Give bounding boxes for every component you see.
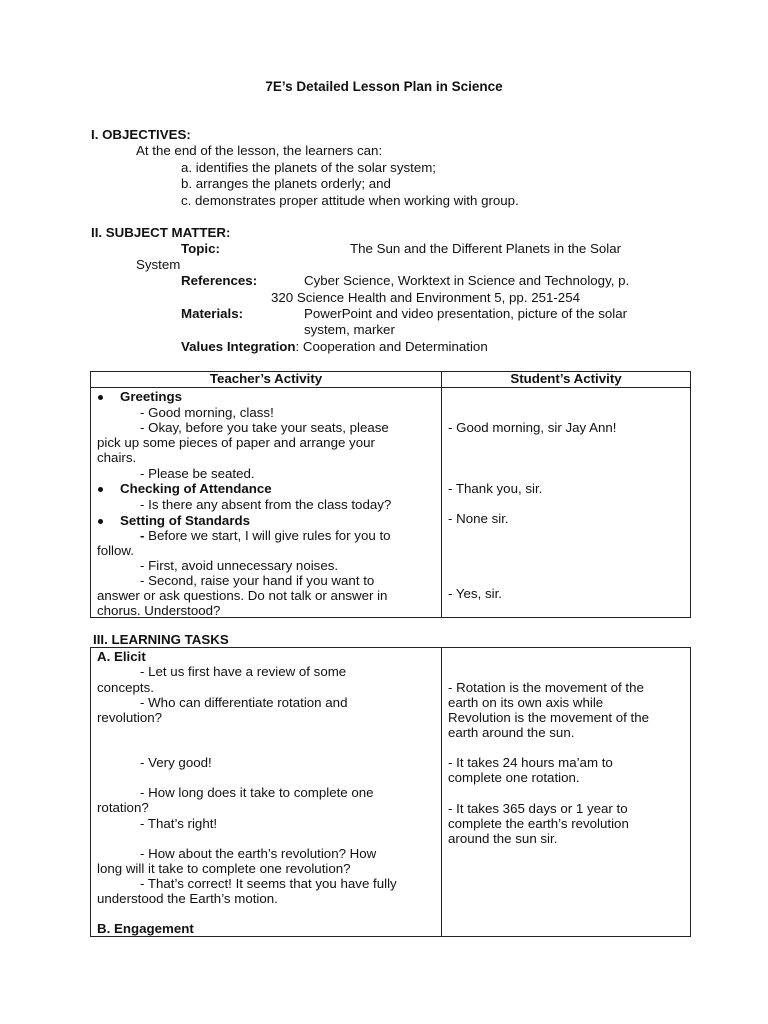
teacher-line: chorus. Understood? bbox=[97, 603, 221, 618]
teacher-line: - How about the earth’s revolution? How bbox=[140, 846, 377, 861]
attendance-heading: Checking of Attendance bbox=[120, 481, 272, 496]
engagement-heading: B. Engagement bbox=[97, 921, 194, 936]
values-label: Values Integration bbox=[181, 339, 296, 354]
student-line: - Thank you, sir. bbox=[448, 481, 543, 496]
objective-item: a. identifies the planets of the solar system; bbox=[181, 160, 436, 175]
teacher-line bbox=[140, 528, 391, 543]
page-title: 7E’s Detailed Lesson Plan in Science bbox=[265, 79, 503, 94]
activity-table bbox=[90, 371, 691, 618]
references-value-cont: 320 Science Health and Environment 5, pp. 251-254 bbox=[271, 290, 580, 305]
objectives-intro: At the end of the lesson, the learners can: bbox=[136, 143, 383, 158]
bullet-icon bbox=[98, 487, 103, 492]
student-activity-header: Student’s Activity bbox=[442, 372, 691, 388]
topic-value-cont: System bbox=[136, 257, 181, 272]
student-line: around the sun sir. bbox=[448, 831, 558, 846]
teacher-line: - That’s right! bbox=[140, 816, 218, 831]
greetings-heading: Greetings bbox=[120, 389, 183, 404]
student-line: - Yes, sir. bbox=[448, 586, 502, 601]
teacher-line: answer or ask questions. Do not talk or answer in bbox=[97, 588, 388, 603]
student-line: earth on its own axis while bbox=[448, 695, 604, 710]
teacher-line: - That’s correct! It seems that you have fully bbox=[140, 876, 397, 891]
teacher-line: - How long does it take to complete one bbox=[140, 785, 374, 800]
teacher-line: - Who can differentiate rotation and bbox=[140, 695, 348, 710]
references-label: References: bbox=[181, 273, 258, 288]
student-line: - Rotation is the movement of the bbox=[448, 680, 644, 695]
teacher-line-text: Before we start, I will give rules for you to bbox=[144, 528, 391, 543]
materials-label: Materials: bbox=[181, 306, 244, 321]
student-line: - It takes 24 hours ma’am to bbox=[448, 755, 613, 770]
student-activity-cell bbox=[442, 388, 691, 618]
bullet-icon bbox=[98, 395, 103, 400]
subject-matter-heading: II. SUBJECT MATTER: bbox=[91, 225, 231, 240]
learning-tasks-heading: III. LEARNING TASKS bbox=[93, 632, 229, 647]
elicit-heading: A. Elicit bbox=[97, 649, 146, 664]
teacher-line: - Let us first have a review of some bbox=[140, 664, 347, 679]
student-line: - Good morning, sir Jay Ann! bbox=[448, 420, 617, 435]
topic-label: Topic: bbox=[181, 241, 220, 256]
objectives-heading: I. OBJECTIVES: bbox=[91, 127, 191, 142]
materials-value-cont: system, marker bbox=[304, 322, 395, 337]
values-value: : Cooperation and Determination bbox=[295, 339, 488, 354]
values-integration bbox=[181, 339, 488, 354]
student-line: Revolution is the movement of the bbox=[448, 710, 650, 725]
standards-heading: Setting of Standards bbox=[120, 513, 251, 528]
learning-tasks-table bbox=[90, 647, 691, 937]
student-line: earth around the sun. bbox=[448, 725, 575, 740]
objective-item: b. arranges the planets orderly; and bbox=[181, 176, 391, 191]
teacher-learning-cell bbox=[91, 648, 442, 937]
references-value: Cyber Science, Worktext in Science and Technology, p. bbox=[304, 273, 630, 288]
teacher-line: - First, avoid unnecessary noises. bbox=[140, 558, 339, 573]
student-line: complete one rotation. bbox=[448, 770, 580, 785]
student-line: complete the earth’s revolution bbox=[448, 816, 629, 831]
teacher-line: - Very good! bbox=[140, 755, 212, 770]
teacher-line: - Second, raise your hand if you want to bbox=[140, 573, 375, 588]
teacher-line: pick up some pieces of paper and arrange your bbox=[97, 435, 375, 450]
materials-value: PowerPoint and video presentation, picture of the solar bbox=[304, 306, 628, 321]
topic-value: The Sun and the Different Planets in the Solar bbox=[350, 241, 622, 256]
teacher-line: long will it take to complete one revolution? bbox=[97, 861, 351, 876]
teacher-line: - Okay, before you take your seats, please bbox=[140, 420, 389, 435]
teacher-line: concepts. bbox=[97, 680, 154, 695]
teacher-line: chairs. bbox=[97, 450, 137, 465]
dash: - bbox=[140, 528, 145, 543]
bullet-icon bbox=[98, 519, 103, 524]
student-learning-cell bbox=[442, 648, 691, 937]
student-line: - None sir. bbox=[448, 511, 509, 526]
teacher-line: - Is there any absent from the class today? bbox=[140, 497, 392, 512]
teacher-line: - Please be seated. bbox=[140, 466, 255, 481]
teacher-line: follow. bbox=[97, 543, 134, 558]
teacher-activity-header: Teacher’s Activity bbox=[91, 372, 442, 388]
student-line: - It takes 365 days or 1 year to bbox=[448, 801, 628, 816]
teacher-line: understood the Earth’s motion. bbox=[97, 891, 278, 906]
teacher-line: rotation? bbox=[97, 800, 149, 815]
teacher-line: - Good morning, class! bbox=[140, 405, 274, 420]
objective-item: c. demonstrates proper attitude when working with group. bbox=[181, 193, 519, 208]
teacher-activity-cell bbox=[91, 388, 442, 618]
teacher-line: revolution? bbox=[97, 710, 163, 725]
